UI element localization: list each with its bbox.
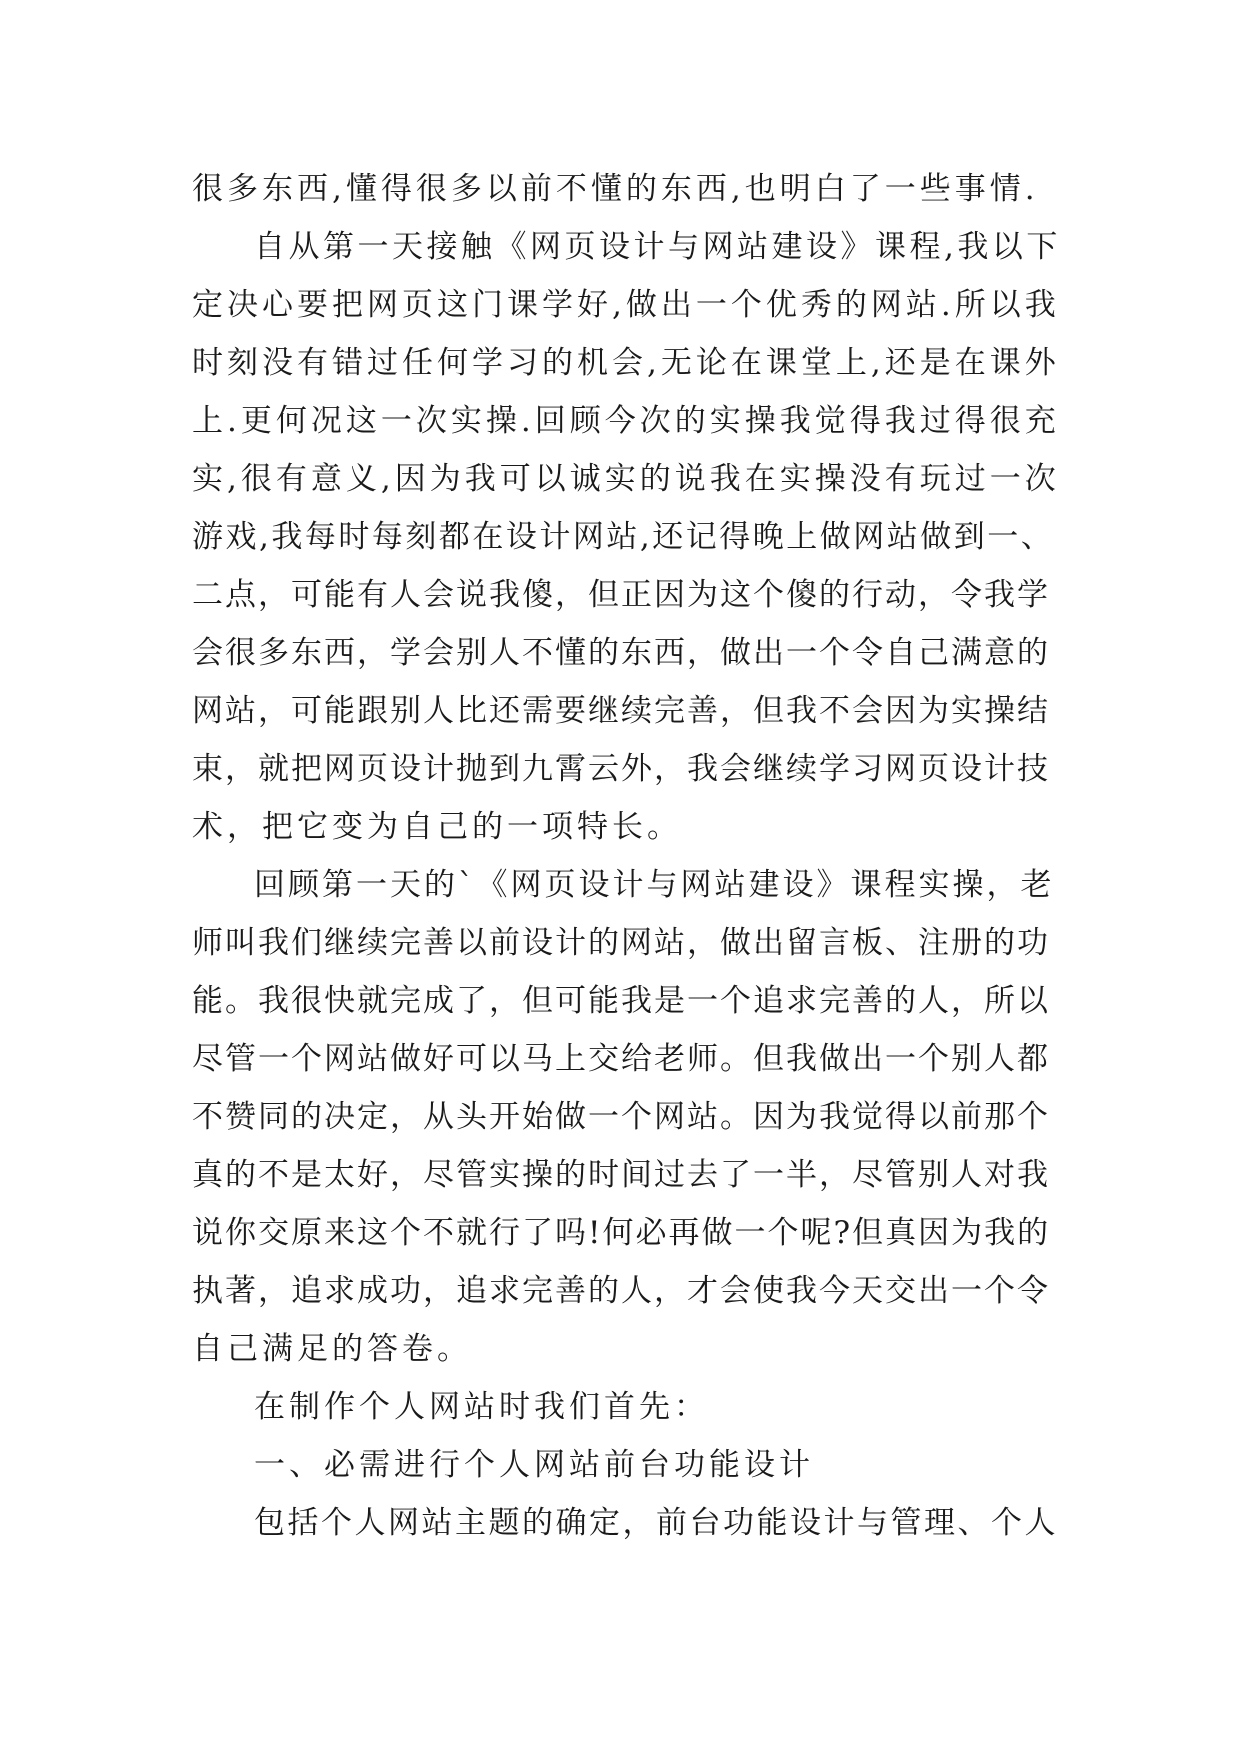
text-line: 很多东西,懂得很多以前不懂的东西,也明白了一些事情. (192, 171, 1039, 207)
text-line: 游戏,我每时每刻都在设计网站,还记得晚上做网站做到一、 (192, 519, 1055, 555)
text-line: 上.更何况这一次实操.回顾今次的实操我觉得我过得很充 (192, 403, 1060, 439)
text-line: 实,很有意义,因为我可以诚实的说我在实操没有玩过一次 (192, 461, 1060, 497)
text-line: 会很多东西，学会别人不懂的东西，做出一个令自己满意的 (192, 635, 1050, 671)
text-line: 自从第一天接触《网页设计与网站建设》课程,我以下 (254, 229, 1061, 265)
text-line: 术，把它变为自己的一项特长。 (192, 809, 682, 845)
text-line: 师叫我们继续完善以前设计的网站，做出留言板、注册的功 (192, 925, 1050, 961)
text-line: 不赞同的决定，从头开始做一个网站。因为我觉得以前那个 (192, 1099, 1050, 1135)
text-line: 包括个人网站主题的确定，前台功能设计与管理、个人 (254, 1505, 1058, 1541)
text-line: 束，就把网页设计抛到九霄云外，我会继续学习网页设计技 (192, 751, 1050, 787)
text-line: 二点，可能有人会说我傻，但正因为这个傻的行动，令我学 (192, 577, 1050, 613)
text-line: 真的不是太好，尽管实操的时间过去了一半，尽管别人对我 (192, 1157, 1050, 1193)
text-line: 尽管一个网站做好可以马上交给老师。但我做出一个别人都 (192, 1041, 1050, 1077)
text-line: 能。我很快就完成了，但可能我是一个追求完善的人，所以 (192, 983, 1050, 1019)
text-line: 执著，追求成功，追求完善的人，才会使我今天交出一个令 (192, 1273, 1050, 1309)
text-line: 时刻没有错过任何学习的机会,无论在课堂上,还是在课外 (192, 345, 1060, 381)
text-line: 一、必需进行个人网站前台功能设计 (254, 1447, 814, 1483)
text-line: 自己满足的答卷。 (192, 1331, 472, 1367)
text-line: 在制作个人网站时我们首先： (254, 1389, 709, 1425)
text-line: 定决心要把网页这门课学好,做出一个优秀的网站.所以我 (192, 287, 1060, 323)
text-line: 回顾第一天的`《网页设计与网站建设》课程实操，老 (254, 867, 1055, 903)
text-line: 网站，可能跟别人比还需要继续完善，但我不会因为实操结 (192, 693, 1050, 729)
body-text (192, 160, 1062, 1552)
text-line: 说你交原来这个不就行了吗!何必再做一个呢?但真因为我的 (192, 1215, 1051, 1251)
